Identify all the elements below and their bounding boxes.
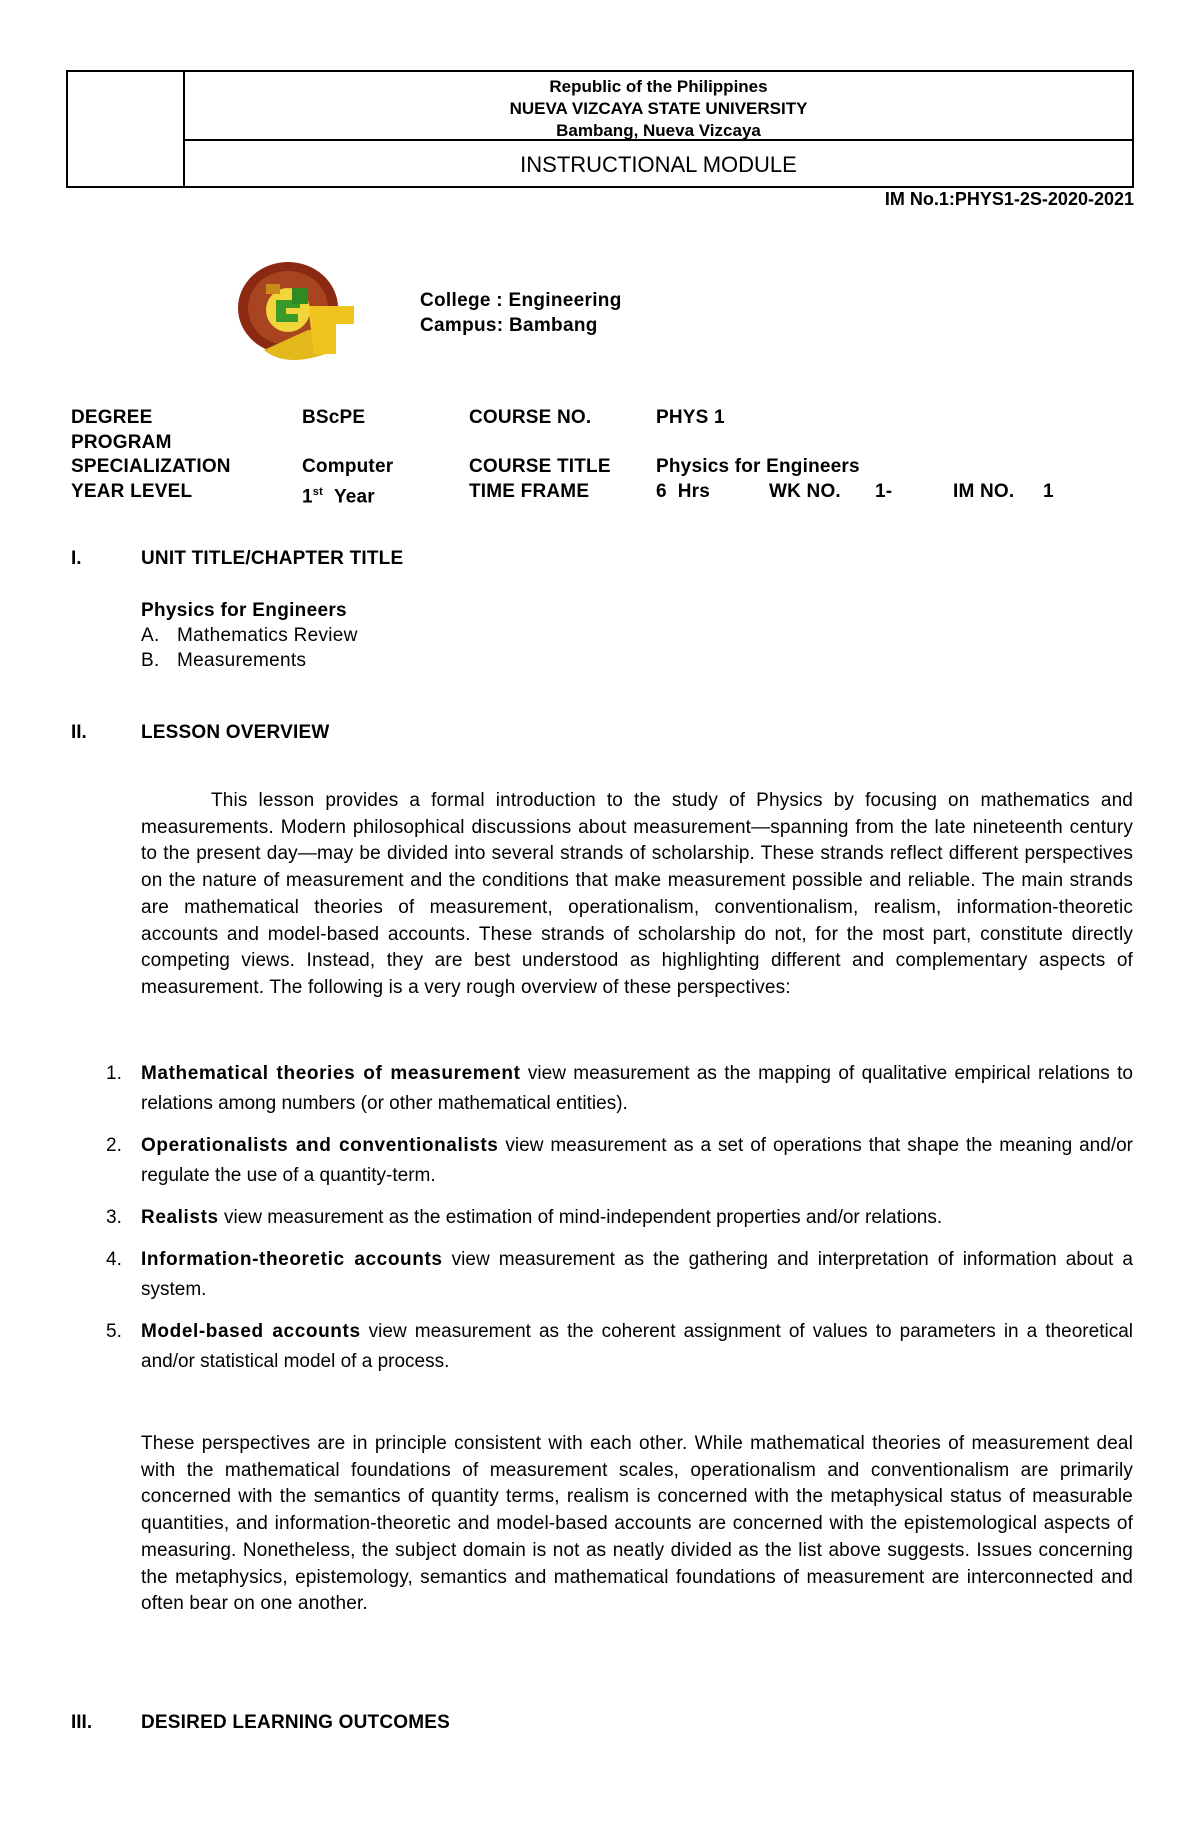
list-item-text: view measurement as the mapping of qualitative empirical relations to relations among numbers (or other mathematical entities). bbox=[141, 1063, 1133, 1114]
unit-subject: Physics for Engineers bbox=[141, 600, 347, 621]
list-item-number: 3. bbox=[106, 1207, 122, 1228]
unit-item bbox=[141, 623, 358, 648]
year-level-value bbox=[302, 480, 375, 510]
college-info bbox=[420, 288, 622, 338]
unit-item-label: B. bbox=[141, 650, 160, 671]
list-item-number: 1. bbox=[106, 1063, 122, 1084]
list-item bbox=[100, 1245, 1133, 1305]
degree-label: DEGREE bbox=[71, 407, 153, 428]
college-line: College : Engineering bbox=[420, 290, 622, 311]
lesson-overview-closing: These perspectives are in principle consistent with each other. While mathematical theories of measurement deal with the mathematical foundations of measurement scales, operationalism and conventionalism are primarily concerned with the semantics of quantity terms, realism is concerned with the metaphysical status of measurable quantities, and information-theoretic and model-based accounts are concerned with the epistemological aspects of measuring. Nonetheless, the subject domain is not as neatly divided as the list above suggests. Issues concerning the metaphysics, epistemology, semantics and mathematical foundations of measurement are interconnected and often bear on one another. bbox=[141, 1433, 1133, 1615]
list-item-term: Model-based accounts bbox=[141, 1321, 361, 1342]
course-title-label: COURSE TITLE bbox=[469, 456, 611, 477]
section-1-number: I. bbox=[71, 548, 82, 569]
section-3-number: III. bbox=[71, 1712, 93, 1733]
header-empty-cell bbox=[68, 72, 185, 186]
list-item-number: 5. bbox=[106, 1321, 122, 1342]
im-no-label: IM NO. bbox=[953, 480, 1015, 502]
program-label: PROGRAM bbox=[71, 431, 172, 453]
list-item bbox=[100, 1317, 1133, 1377]
header-republic: Republic of the Philippines bbox=[549, 77, 768, 96]
unit-title-block bbox=[141, 598, 358, 673]
list-item-term: Realists bbox=[141, 1207, 219, 1228]
year-level-label: YEAR LEVEL bbox=[71, 480, 193, 502]
list-item-term: Operationalists and conventionalists bbox=[141, 1135, 499, 1156]
year-level-word: Year bbox=[333, 485, 375, 507]
unit-item-label: A. bbox=[141, 625, 160, 646]
list-item bbox=[100, 1059, 1133, 1119]
unit-item-text: Measurements bbox=[177, 650, 307, 671]
course-title-value: Physics for Engineers bbox=[656, 456, 860, 477]
campus-line: Campus: Bambang bbox=[420, 315, 598, 336]
specialization-label: SPECIALIZATION bbox=[71, 456, 231, 477]
section-2-title: LESSON OVERVIEW bbox=[141, 722, 330, 743]
list-item bbox=[100, 1131, 1133, 1191]
course-no-value: PHYS 1 bbox=[656, 407, 725, 428]
wk-no-label: WK NO. bbox=[769, 480, 841, 502]
header-institution-cell bbox=[185, 72, 1132, 141]
section-2-number: II. bbox=[71, 722, 87, 743]
im-number: IM No.1:PHYS1-2S-2020-2021 bbox=[884, 189, 1134, 209]
time-frame-label: TIME FRAME bbox=[469, 480, 590, 502]
header-location: Bambang, Nueva Vizcaya bbox=[556, 121, 761, 140]
unit-item bbox=[141, 648, 358, 673]
perspectives-list bbox=[100, 1059, 1133, 1389]
module-title: INSTRUCTIONAL MODULE bbox=[520, 152, 797, 177]
header-table bbox=[66, 70, 1134, 188]
list-item-number: 2. bbox=[106, 1135, 122, 1156]
course-no-label: COURSE NO. bbox=[469, 407, 592, 428]
list-item-number: 4. bbox=[106, 1249, 122, 1270]
list-item-text: view measurement as the estimation of mind-independent properties and/or relations. bbox=[218, 1207, 943, 1228]
list-item bbox=[100, 1203, 1133, 1233]
list-item-term: Information-theoretic accounts bbox=[141, 1249, 443, 1270]
section-3-title: DESIRED LEARNING OUTCOMES bbox=[141, 1712, 451, 1733]
degree-value: BScPE bbox=[302, 407, 366, 428]
college-logo-icon bbox=[236, 258, 358, 370]
list-item-term: Mathematical theories of measurement bbox=[141, 1063, 521, 1084]
specialization-value: Computer bbox=[302, 456, 394, 477]
list-item-text: view measurement as a set of operations that shape the meaning and/or regulate the use of a quantity-term. bbox=[141, 1135, 1133, 1186]
section-1-title: UNIT TITLE/CHAPTER TITLE bbox=[141, 548, 404, 569]
header-university: NUEVA VIZCAYA STATE UNIVERSITY bbox=[509, 99, 808, 118]
year-level-num: 1 bbox=[302, 485, 313, 507]
list-item-text: view measurement as the gathering and interpretation of information about a system. bbox=[141, 1249, 1133, 1300]
year-level-sup: st bbox=[312, 485, 323, 498]
wk-no-value: 1- bbox=[875, 480, 893, 502]
time-frame-value: 6 Hrs bbox=[656, 480, 711, 502]
unit-item-text: Mathematics Review bbox=[177, 625, 358, 646]
im-no-value: 1 bbox=[1043, 480, 1054, 502]
list-item-text: view measurement as the coherent assignment of values to parameters in a theoretical and/or statistical model of a process. bbox=[141, 1321, 1133, 1372]
lesson-overview-intro: This lesson provides a formal introduction to the study of Physics by focusing on mathematics and measurements. Modern philosophical discussions about measurement—spanning from the late nineteenth century to the present day—may be divided into several strands of scholarship. These strands reflect different perspectives on the nature of measurement and the conditions that make measurement possible and reliable. The main strands are mathematical theories of measurement, operationalism, conventionalism, realism, information-theoretic accounts and model-based accounts. These strands of scholarship do not, for the most part, constitute directly competing views. Instead, they are best understood as highlighting different and complementary aspects of measurement. The following is a very rough overview of these perspectives: bbox=[141, 790, 1133, 998]
